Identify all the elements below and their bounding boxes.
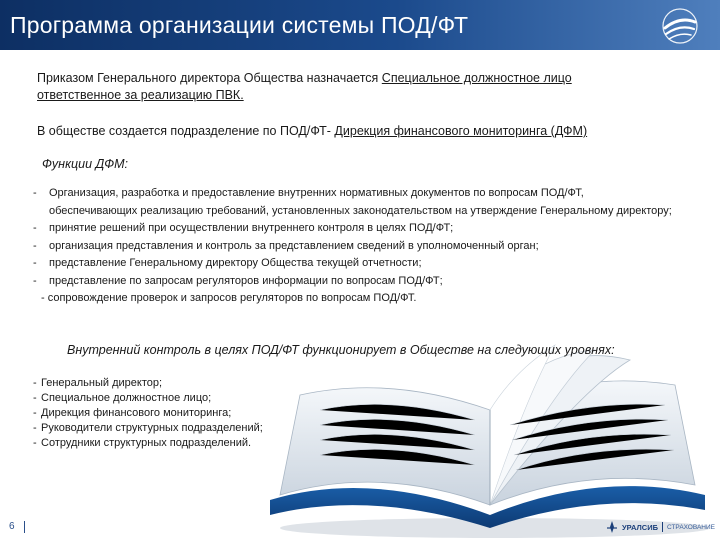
list-item: - Организация, разработка и предоставление внутренних нормативных документов по вопросам ПОД/ФТ, обеспечивающих реализацию требований, установленных законодательством на утверждение Генеральному директору; <box>33 187 672 217</box>
function-item-text: - сопровождение проверок и запросов регуляторов по вопросам ПОД/ФТ. <box>41 292 417 304</box>
footer-divider <box>24 521 25 533</box>
function-item-text: Организация, разработка и предоставление внутренних нормативных документов по вопросам ПОД/ФТ, обеспечивающих реализацию требований, установленных законодательством на утверждение Генеральному директору; <box>49 187 672 217</box>
brand-logo <box>606 520 715 534</box>
brand-name: УРАЛСИБ <box>622 522 658 532</box>
intro-p1-link: Специальное должностное лицо ответственное за реализацию ПВК. <box>37 71 572 102</box>
intro-paragraph-officer <box>37 70 657 104</box>
brand-divider <box>662 522 663 532</box>
intro-p1-text: Приказом Генерального директора Общества назначается <box>37 71 382 85</box>
slide-title: Программа организации системы ПОД/ФТ <box>10 12 469 38</box>
list-item: - представление по запросам регуляторов информации по вопросам ПОД/ФТ; <box>33 274 443 287</box>
function-item-text: принятие решений при осуществлении внутреннего контроля в целях ПОД/ФТ; <box>49 222 454 234</box>
list-item: - Специальное должностное лицо; <box>33 392 212 404</box>
level-item-text: Дирекция финансового мониторинга; <box>41 407 232 419</box>
globe-logo-icon <box>660 6 700 46</box>
intro-p2-link: Дирекция финансового мониторинга (ДФМ) <box>334 124 588 138</box>
level-item-text: Генеральный директор; <box>41 377 163 389</box>
level-item-text: Специальное должностное лицо; <box>41 392 212 404</box>
slide-header <box>0 0 720 50</box>
intro-paragraph-directorate <box>37 123 667 140</box>
functions-list <box>33 185 673 308</box>
brand-subtitle: СТРАХОВАНИЕ <box>666 523 716 531</box>
brand-mark-icon <box>606 521 618 533</box>
list-item: - принятие решений при осуществлении внутреннего контроля в целях ПОД/ФТ; <box>33 222 454 234</box>
page-number: 6 <box>9 521 15 532</box>
levels-title: Внутренний контроль в целях ПОД/ФТ функционирует в Обществе на следующих уровнях: <box>67 343 615 357</box>
level-item-text: Руководители структурных подразделений; <box>41 422 263 434</box>
functions-title: Функции ДФМ: <box>42 157 128 171</box>
function-item-text: представление по запросам регуляторов информации по вопросам ПОД/ФТ; <box>49 274 443 287</box>
intro-p2-text: В обществе создается подразделение по ПОД/ФТ- <box>37 124 335 138</box>
list-item: - представление Генеральному директору Общества текущей отчетности; <box>33 257 422 269</box>
list-item: - Генеральный директор; <box>33 377 163 389</box>
list-item: - организация представления и контроль за представлением сведений в уполномоченный орган; <box>33 239 539 252</box>
function-item-text: представление Генеральному директору Общества текущей отчетности; <box>49 257 422 269</box>
list-item <box>33 290 673 308</box>
list-item: - Руководители структурных подразделений; <box>33 422 263 434</box>
list-item: - Дирекция финансового мониторинга; <box>33 407 232 419</box>
function-item-text: организация представления и контроль за представлением сведений в уполномоченный орган; <box>49 239 539 252</box>
list-item: - Сотрудники структурных подразделений. <box>33 437 252 449</box>
level-item-text: Сотрудники структурных подразделений. <box>41 437 252 449</box>
levels-list <box>33 376 433 451</box>
